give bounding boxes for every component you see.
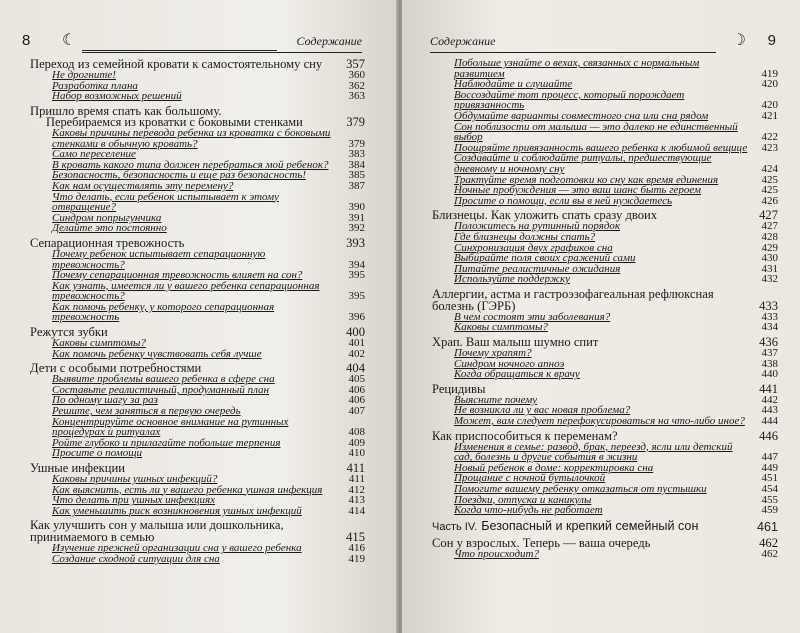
toc-page-number: 429 [761,241,778,254]
toc-page-number: 400 [346,325,365,340]
toc-entry-title: Используйте поддержку [454,273,571,286]
toc-entry-title: Дети с особыми потребностями [30,361,202,376]
toc-entry [432,442,778,463]
toc-entry-title: Просите о помощи, если вы в ней нуждаетесь [454,194,672,207]
toc-entry-title: В чем состоят эти заболевания? [454,310,611,323]
toc-entry-title: Трактуйте время подготовки ко сну как время единения [454,173,719,186]
toc-entry [432,369,778,380]
toc-page-number: 423 [761,141,778,154]
toc-entry-title: Как помочь ребенку чувствовать себя лучше [52,347,262,360]
toc-entry-title: Помогите вашему ребенку отказаться от пустышки [454,483,707,495]
toc-page-number: 432 [761,273,778,286]
toc-page-number: 462 [759,535,778,550]
toc-page-number: 437 [761,347,778,360]
toc-entry-title: Безопасность, безопасность и еще раз безопасность! [52,169,307,182]
toc-entry [30,249,365,270]
toc-entry-title: Ушные инфекции [30,461,126,476]
header-rule [82,50,277,51]
toc-page-number: 454 [761,483,778,495]
toc-page-number: 421 [761,109,778,122]
toc-entry-title: Почему храпят? [454,347,532,360]
left-page-number: 8 [22,32,31,49]
toc-entry [432,322,778,333]
toc-entry [432,430,778,442]
toc-entry-title: Как уменьшить риск возникновения ушных инфекций [52,504,302,517]
toc-entry-title: Не возникла ли у вас новая проблема? [454,404,631,417]
toc-entry-title: Питайте реалистичные ожидания [454,262,621,275]
toc-entry-title: Концентрируйте основное внимание на рутинных процедурах и ритуалах [52,415,289,439]
toc-entry-title: Сепарационная тревожность [30,235,185,250]
toc-entry [30,506,365,517]
toc-entry-title: Почему ребенок испытывает сепарационную тревожность? [52,247,266,271]
toc-entry [30,554,365,565]
toc-page-number: 411 [346,461,365,476]
toc-entry-title: Что происходит? [454,547,539,560]
toc-page-number: 406 [348,394,365,407]
toc-page-number: 433 [761,310,778,323]
toc-page-number: 396 [348,311,365,324]
toc-entry-title: Изучение прежней организации сна у вашего ребенка [52,542,302,555]
right-header-title: Содержание [430,34,496,48]
toc-page-number: 407 [348,405,365,418]
toc-entry [432,549,778,560]
toc-page-number: 387 [348,179,365,192]
toc-entry-title: Сон поблизости от малыша — это далеко не единственный выбор [454,120,738,144]
toc-page-number: 426 [761,194,778,207]
toc-page-number: 446 [759,428,778,443]
toc-entry-title: Переход из семейной кровати к самостоятельному сну [30,57,323,71]
toc-page-number: 415 [346,530,365,545]
toc-entry-title: Каковы причины перевода ребенка из кроватки с боковыми стенками в обычную кровать? [52,126,331,150]
toc-page-number: 404 [346,361,365,376]
toc-entry-title: Синдром попрыгунчика [52,211,162,224]
toc-page-number: 462 [761,547,778,560]
toc-entry [432,484,778,495]
header-rule [82,52,362,53]
toc-page-number: 409 [348,436,365,449]
toc-page-number: 428 [761,230,778,243]
toc-list-right [432,58,778,559]
toc-entry-title: Побольше узнайте о вехах, связанных с нормальным развитием [454,57,700,80]
toc-page-number: 425 [761,184,778,197]
toc-page-number: 362 [348,79,365,92]
toc-entry-title: Синдром ночного апноэ [454,357,565,370]
toc-entry [30,281,365,302]
toc-entry-title: Что делать, если ребенок испытывает к этому отвращение? [52,190,280,214]
toc-page-number: 383 [348,148,365,161]
toc-page-number: 402 [348,347,365,360]
toc-entry-title: Создание сходной ситуации для сна [52,552,220,565]
moon-icon: ☽ [731,32,746,49]
toc-page-number: 379 [346,114,365,129]
toc-entry-title: Разработка плана [52,79,138,92]
toc-entry-title: Прощание с ночной бутылочкой [454,472,606,485]
toc-page-number: 424 [761,162,778,175]
toc-entry [30,519,365,543]
toc-page-number: 419 [761,67,778,80]
toc-page-number: 440 [761,368,778,381]
toc-page-number: 384 [348,158,365,171]
toc-entry-title: Когда обращаться к врачу [454,368,580,381]
toc-page-number: 410 [348,447,365,460]
toc-page-number: 416 [348,542,365,555]
toc-entry-title: Где близнецы должны спать? [454,230,596,243]
toc-page-number: 405 [348,373,365,386]
toc-page-number: 357 [346,57,365,71]
toc-entry-title: В кровать какого типа должен перебраться мой ребенок? [52,158,329,171]
toc-entry-title: Набор возможных решений [52,90,182,103]
toc-entry-title: Когда что-нибудь не работает [454,504,603,517]
toc-entry-title: Может, вам следует перефокусироваться на что-либо иное? [454,415,745,428]
toc-page-number: 391 [348,211,365,224]
toc-page-number: 443 [761,404,778,417]
toc-entry-title: Аллергии, астма и гастроэзофагеальная рефлюксная болезнь (ГЭРБ) [432,286,714,313]
toc-page-number: 451 [761,472,778,485]
toc-page-number: 412 [348,483,365,496]
toc-page-number: 433 [759,298,778,313]
left-header [22,30,362,54]
toc-entry [30,223,365,234]
toc-entry-title: Новый ребенок в доме: корректировка сна [454,461,654,474]
toc-page-number: 425 [761,173,778,186]
toc-page-number: 406 [348,383,365,396]
toc-entry-title: Ройте глубоко и прилагайте побольше терпения [52,436,281,449]
toc-entry-title: Как нам осуществлять эту перемену? [52,179,234,192]
toc-page-number: 420 [761,99,778,112]
toc-entry-title: Решите, чем заняться в первую очередь [52,405,241,418]
toc-page-number: 427 [759,208,778,223]
toc-entry-title: Храп. Ваш малыш шумно спит [432,335,599,350]
toc-entry [30,181,365,192]
toc-page-number: 413 [348,494,365,507]
right-header [430,30,776,54]
toc-entry [432,90,778,111]
toc-entry [432,416,778,427]
part-label: Часть IV. [432,520,478,533]
toc-page-number: 408 [348,426,365,439]
toc-page-number: 434 [761,321,778,334]
toc-entry-title: Выявите проблемы вашего ребенка в сфере сна [52,373,275,386]
toc-entry [30,70,365,81]
toc-entry [432,122,778,143]
toc-entry-title: Просите о помощи [52,447,143,460]
toc-entry [432,520,778,534]
toc-page-number: 393 [346,235,365,250]
toc-entry-title: Как помочь ребенку, у которого сепарационная тревожность [52,300,275,324]
toc-entry [432,505,778,516]
toc-page-number: 401 [348,337,365,350]
toc-entry-title: По одному шагу за раз [52,394,158,407]
toc-entry [432,537,778,549]
toc-entry [432,58,778,79]
toc-entry-title: Как улучшить сон у малыша или дошкольника, принимаемого в семью [30,518,284,545]
toc-page-number: 394 [348,258,365,271]
toc-page-number: 438 [761,357,778,370]
toc-entry [30,91,365,102]
toc-entry-title: Положитесь на рутинный порядок [454,220,621,233]
toc-entry-title: Синхронизация двух графиков сна [454,241,613,254]
toc-entry-title: Каковы симптомы? [454,321,548,334]
moon-icon: ☾ [62,32,77,49]
toc-entry [432,232,778,243]
toc-page-number: 360 [348,69,365,81]
toc-page-number: 449 [761,461,778,474]
toc-entry-title: Что делать при ушных инфекциях [52,494,215,507]
toc-page-number: 420 [761,78,778,91]
toc-entry [30,448,365,459]
toc-entry [30,128,365,149]
toc-entry-title: Наблюдайте и слушайте [454,78,573,91]
toc-entry-title: Воссоздайте тот процесс, который порождает привязанность [454,88,685,112]
toc-page-number: 422 [761,131,778,144]
toc-entry-title: Изменения в семье: развод, брак, переезд, ясли или детский сад, болезнь и другие события в жизни [454,440,733,464]
toc-entry [30,349,365,360]
toc-entry-title: Сон у взрослых. Теперь — ваша очередь [432,535,651,550]
toc-entry-title: Составьте реалистичный, продуманный план [52,383,270,396]
toc-entry-title: Создавайте и соблюдайте ритуалы, предшествующие дневному и ночному сну [454,152,712,175]
toc-list-left [30,58,365,565]
left-header-title: Содержание [296,34,362,48]
toc-entry-title: Как выяснить, есть ли у вашего ребенка ушная инфекция [52,483,323,496]
toc-entry-title: Не дрогните! [52,69,116,81]
toc-page-number: 363 [348,90,365,103]
toc-page-number: 459 [761,504,778,517]
toc-entry-title: Само переселение [52,148,136,161]
part-title: Безопасный и крепкий семейный сон [481,518,699,533]
toc-page-number: 411 [348,473,365,486]
toc-entry-title: Почему сепарационная тревожность влияет на сон? [52,269,303,282]
toc-entry-title: Поездки, отпуска и каникулы [454,493,592,506]
left-page [0,0,398,633]
toc-entry [432,288,778,312]
toc-entry-title: Поощряйте привязанность вашего ребенка к любимой вещице [454,141,748,154]
toc-entry [432,274,778,285]
toc-entry-title: Перебираемся из кроватки с боковыми стенками [46,114,303,129]
toc-page-number: 442 [761,393,778,406]
toc-page-number: 390 [348,201,365,214]
toc-page-number: 444 [761,415,778,428]
toc-page-number: 461 [756,519,778,534]
toc-page-number: 441 [759,381,778,396]
toc-entry [30,302,365,323]
toc-page-number: 414 [348,504,365,517]
toc-entry-title: Обдумайте варианты совместного сна или сна рядом [454,109,709,122]
toc-entry-title: Выясните почему [454,393,538,406]
toc-entry [30,192,365,213]
toc-entry-title: Как приспособиться к переменам? [432,428,618,443]
toc-entry [432,196,778,207]
toc-entry-title: Близнецы. Как уложить спать сразу двоих [432,208,658,223]
toc-page-number: 379 [348,137,365,150]
toc-entry-title: Каковы симптомы? [52,337,146,350]
toc-entry-title: Пришло время спать как большому. [30,103,222,118]
toc-entry-title: Рецидивы [432,381,486,396]
toc-page-number: 392 [348,222,365,235]
toc-page-number: 436 [759,335,778,350]
header-rule [430,52,716,53]
toc-page-number: 385 [348,169,365,182]
toc-entry-title: Как узнать, имеется ли у вашего ребенка сепарационная тревожность? [52,279,320,303]
toc-page-number: 455 [761,493,778,506]
toc-entry-title [432,520,748,534]
toc-page-number: 427 [761,220,778,233]
right-page-number: 9 [767,32,776,49]
toc-page-number: 395 [348,269,365,282]
toc-entry-title: Ночные пробуждения — это ваш шанс быть героем [454,184,701,197]
toc-entry [432,111,778,122]
toc-page-number: 430 [761,252,778,265]
toc-page-number: 447 [761,451,778,464]
toc-page-number: 419 [348,552,365,565]
toc-entry-title: Делайте это постоянно [52,222,167,235]
toc-page-number: 395 [348,290,365,303]
toc-page-number: 431 [761,262,778,275]
toc-entry-title: Каковы причины ушных инфекций? [52,473,218,486]
toc-entry-title: Выбирайте поля своих сражений сами [454,252,636,265]
toc-entry [432,153,778,174]
right-page [402,0,800,633]
toc-entry-title: Режутся зубки [30,325,108,340]
toc-entry [30,417,365,438]
